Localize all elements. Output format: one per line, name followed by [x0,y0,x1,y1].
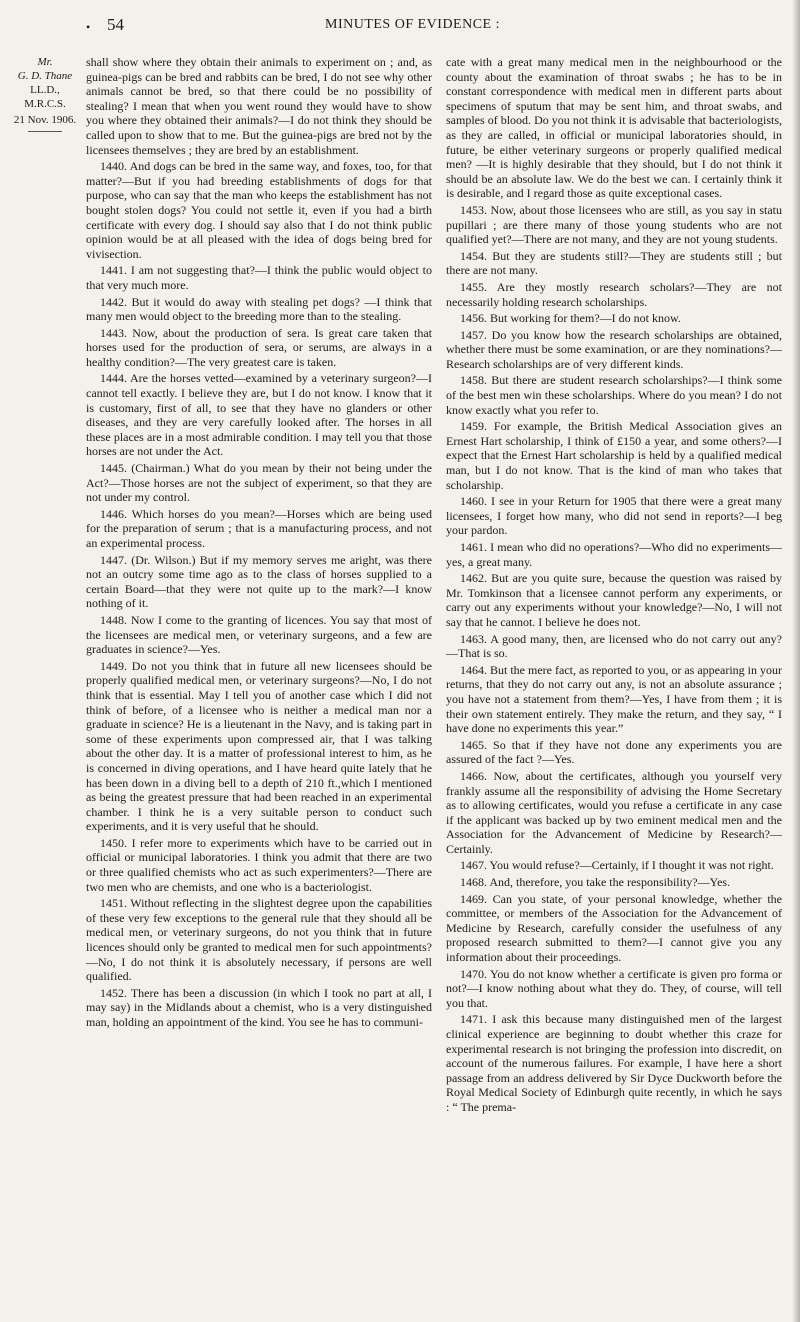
witness-margin-note [8,55,82,132]
paragraph: 1453. Now, about those licensees who are still, as you say in statu pupillari ; are there many of those young students who are not qualified yet?—There are not many, and they are not young students. [446,202,782,247]
paragraph: 1444. Are the horses vetted—examined by a veterinary surgeon?—I cannot tell exactly. I believe they are, but I do not know. I know that it is customary, first of all, to see that they have no glanders or other diseases, and they are very carefully looked after. The horses in all these places are in a most admirable condition. I may tell you that those horses are not under the Act. [86,371,432,459]
witness-name: G. D. Thane [17,70,73,82]
paragraph: 1447. (Dr. Wilson.) But if my memory serves me aright, was there not an outcry some time ago as to the class of horses supplied to a certain Board—that they were not quite up to the mark?—I know nothing of it. [86,552,432,611]
margin-rule [28,131,62,132]
paragraph: 1467. You would refuse?—Certainly, if I thought it was not right. [460,858,774,873]
page-number: 54 [107,15,124,34]
paragraph: 1465. So that if they have not done any experiments you are assured of the fact ?—Yes. [446,737,782,767]
paragraph: 1455. Are they mostly research scholars?—They are not necessarily holding research scholarships. [446,279,782,309]
paragraph: 1461. I mean who did no operations?—Who did no experiments—yes, a great many. [446,540,782,569]
paragraph: 1446. Which horses do you mean?—Horses which are being used for the preparation of serum ; that is a manufacturing process, and not an experimental process. [86,506,432,550]
paragraph: 1460. I see in your Return for 1905 that there were a great many licensees, I forget how many, who did not send in reports?—I beg your pardon. [446,494,782,538]
witness-degree: LL.D., [30,84,60,96]
hearing-date: 21 Nov. 1906. [13,114,77,126]
left-column [86,55,432,1032]
paragraph: cate with a great many medical men in the neighbourhood or the county about the examination of throat swabs ; he has to be in constant correspondence with medical men in different parts about specimens of sputum that may be sent him, and throat swabs, and samples of blood. Do you not think it is advisable that bacteriologists, as they are called, in official or municipal laboratories should, in future, be either veterinary surgeons or properly qualified medical men? —It is highly desirable that they should, but I do not think it should be an absolute law. We do the best we can. I certainly think it is desirable, and I regard those as quite exceptional cases. [446,55,782,201]
paragraph: 1471. I ask this because many distinguished men of the largest clinical experience are beginning to doubt whether this craze for experimental research is not bringing the profession into discredit, on account of the numerous failures. For example, I have here a short passage from an address delivered by Sir Dyce Duckworth before the Royal Medical Society of Edinburgh quite recently, in which he says : “ The prema- [446,1012,782,1114]
paragraph: 1445. (Chairman.) What do you mean by their not being under the Act?—Those horses are not the subject of experiment, so that they are not under my control. [86,461,432,505]
paragraph: 1469. Can you state, of your personal knowledge, whether the committee, or members of the Association for the Advancement of Medicine by Research, carefully consider the usefulness of any proposed research submitted to them?—I cannot give you any information about their proceedings. [446,891,782,965]
paragraph: 1441. I am not suggesting that?—I think the public would object to that very much more. [86,263,432,292]
paragraph: 1459. For example, the British Medical Association gives an Ernest Hart scholarship, I think of £150 a year, and some others?—I expect that the Ernest Hart scholarship is held by a qualified medical man, but I do not know. That is the kind of man who takes that scholarship. [446,419,782,492]
running-head: MINUTES OF EVIDENCE : [325,17,500,32]
paragraph: shall show where they obtain their animals to experiment on ; and, as guinea-pigs can be bred and rabbits can be bred, I do not see why other animals cannot be bred, so that there could be no possibility of stealing? I mean that when you went round they would have to show you where they obtained their animals?—I do not think they should be called upon to show that to me. But the guinea-pigs are bred not by the licensees themselves ; they are bred by an establishment. [86,55,432,157]
paragraph: 1458. But there are student research scholarships?—I think some of the best men win these scholarships. Where do you mean? I do not know exactly what you refer to. [446,373,782,417]
paragraph: 1464. But the mere fact, as reported to you, or as appearing in your returns, that they do not carry out any, is not an absolute assurance ; you have not a statement from them?—Yes, I have from them ; it is their own statement entirely. They make the return, and they say, “ I have done no experiments this year.” [446,662,782,736]
right-column [446,55,782,1117]
paragraph: 1468. And, therefore, you take the responsibility?—Yes. [460,875,731,890]
margin-bullet: • [86,20,91,34]
witness-degree: M.R.C.S. [24,98,66,110]
paragraph: 1440. And dogs can be bred in the same way, and foxes, too, for that matter?—But if you had breeding establishments of dogs for that purpose, who can say that the man who keeps the establishment has not bought stolen dogs? You could not settle it, even if you had a birth certificate with every dog. I should say also that I do not think public opinion would be at all pleased with the idea of dogs being bred for vivisection. [86,159,432,261]
paragraph: 1466. Now, about the certificates, although you yourself very frankly assume all the responsibility of advising the Home Secretary as to allowing certificates, would you refuse a certificate in any case if the applicant was backed up by two eminent medical men and the Association for the Advancement of Medicine by Research?—Certainly. [446,768,782,856]
paragraph: 1463. A good many, then, are licensed who do not carry out any?—That is so. [446,631,782,661]
paragraph: 1443. Now, about the production of sera. Is great care taken that horses used for the production of sera, or serums, are always in a healthy condition?—The very greatest care is taken. [86,325,432,369]
paragraph: 1448. Now I come to the granting of licences. You say that most of the licensees are medical men, or veterinary surgeons, and a few are graduates in science?—Yes. [86,612,432,657]
paragraph: 1452. There has been a discussion (in which I took no part at all, I may say) in the Midlands about a chemist, who is a very distinguished man, holding an appointment of the kind. You see he has to communi- [86,985,432,1029]
paragraph: 1449. Do not you think that in future all new licensees should be properly qualified medical men, or veterinary surgeons?—No, I do not think that is essential. May I tell you of another case which I did not think of before, of a licensee who is neither a medical man nor a graduate in science? He is a lieutenant in the Navy, and is taking part in some of these experiments upon compressed air, that I was talking about the other day. It is a matter of professional interest to him, as he is concerned in diving operations, and I have heard quite lately that he has been down in a diving bell to a depth of 210 ft.,which I mentioned as being the greatest pressure that had been reached in an experimental chamber. I think he is a very suitable person to conduct such experiments, and it is very useful that he should. [86,658,432,834]
witness-title: Mr. [37,56,53,68]
paragraph: 1470. You do not know whether a certificate is given pro forma or not?—I know nothing about what they do. They, of course, will tell you that. [446,966,782,1010]
page-edge-shadow [792,0,800,1322]
paragraph: 1450. I refer more to experiments which have to be carried out in official or municipal laboratories. I think you admit that there are two or three qualified chemists who act as such experimenters?—There are two men who are chemists, and one who is a bacteriologist. [86,835,432,894]
paragraph: 1442. But it would do away with stealing pet dogs? —I think that many men would object to the breeding more than to the stealing. [86,294,432,324]
paragraph: 1462. But are you quite sure, because the question was raised by Mr. Tomkinson that a licensee cannot perform any experiments, or carry out any experiments without your knowledge?—No, I will not say that he cannot. I believe he does not. [446,571,782,629]
paragraph: 1456. But working for them?—I do not know. [460,311,681,326]
paragraph: 1457. Do you know how the research scholarships are obtained, whether there must be some examination, or are they nominations?—Research scholarships are of very different kinds. [446,327,782,371]
paragraph: 1454. But they are students still?—They are students still ; but there are not many. [446,248,782,278]
paragraph: 1451. Without reflecting in the slightest degree upon the capabilities of these very few exceptions to the general rule that they should all be medical men, or veterinary surgeons, do not you think that in future licences should only be granted to medical men for such appointments?—No, I do not think it is absolutely necessary, if persons are well qualified. [86,896,432,984]
